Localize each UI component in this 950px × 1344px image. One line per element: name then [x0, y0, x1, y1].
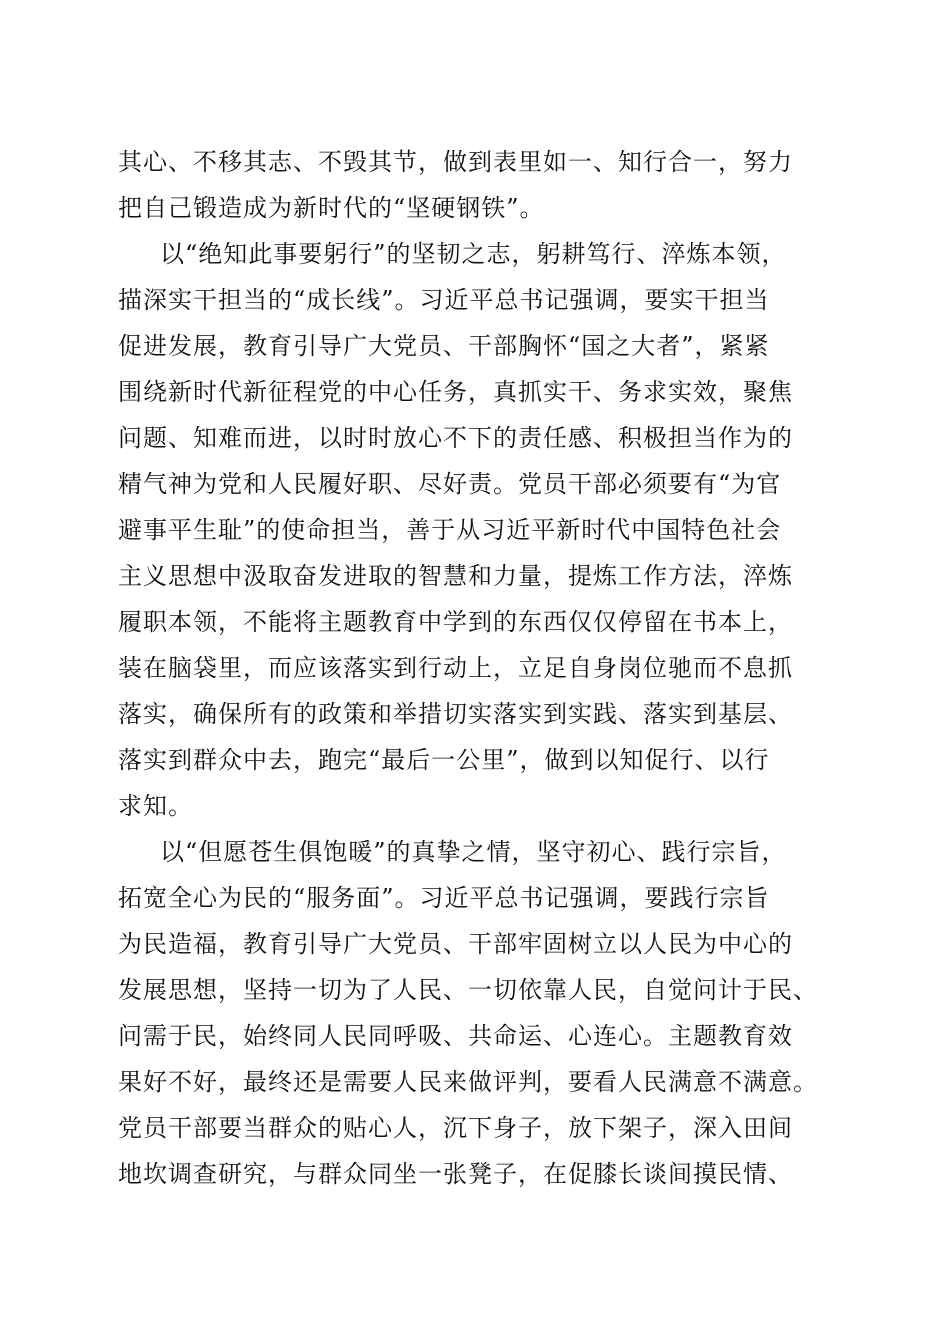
text-line: 落实到群众中去，跑完“最后一公里”，做到以知促行、以行 — [118, 746, 770, 774]
text-line: 问需于民，始终同人民同呼吸、共命运、心连心。主题教育效 — [118, 1022, 793, 1050]
text-line: 拓宽全心为民的“服务面”。习近平总书记强调，要践行宗旨 — [118, 884, 770, 912]
text-line: 主义思想中汲取奋发进取的智慧和力量，提炼工作方法，淬炼 — [118, 562, 793, 590]
text-line: 促进发展，教育引导广大党员、干部胸怀“国之大者”，紧紧 — [118, 332, 770, 360]
text-line: 为民造福，教育引导广大党员、干部牢固树立以人民为中心的 — [118, 930, 793, 958]
paragraph-start-line: 以“但愿苍生俱饱暖”的真挚之情，坚守初心、践行宗旨， — [160, 838, 787, 866]
text-line: 发展思想，坚持一切为了人民、一切依靠人民，自觉问计于民、 — [118, 976, 818, 1004]
paragraph-start-line: 以“绝知此事要躬行”的坚韧之志，躬耕笃行、淬炼本领， — [160, 240, 787, 268]
text-line: 装在脑袋里，而应该落实到行动上，立足自身岗位驰而不息抓 — [118, 654, 793, 682]
text-line: 围绕新时代新征程党的中心任务，真抓实干、务求实效，聚焦 — [118, 378, 793, 406]
text-line: 问题、知难而进，以时时放心不下的责任感、积极担当作为的 — [118, 424, 793, 452]
text-line: 地坎调查研究，与群众同坐一张凳子，在促膝长谈间摸民情、 — [118, 1160, 793, 1188]
text-line: 果好不好，最终还是需要人民来做评判，要看人民满意不满意。 — [118, 1068, 818, 1096]
text-line: 履职本领，不能将主题教育中学到的东西仅仅停留在书本上， — [118, 608, 793, 636]
text-line: 党员干部要当群众的贴心人，沉下身子，放下架子，深入田间 — [118, 1114, 793, 1142]
text-line: 求知。 — [118, 792, 193, 820]
text-line: 其心、不移其志、不毁其节，做到表里如一、知行合一，努力 — [118, 148, 793, 176]
text-line: 避事平生耻”的使命担当，善于从习近平新时代中国特色社会 — [118, 516, 782, 544]
text-line: 落实，确保所有的政策和举措切实落实到实践、落实到基层、 — [118, 700, 793, 728]
text-line: 精气神为党和人民履好职、尽好责。党员干部必须要有“为官 — [118, 470, 782, 498]
text-line: 描深实干担当的“成长线”。习近平总书记强调，要实干担当 — [118, 286, 770, 314]
text-line: 把自己锻造成为新时代的“坚硬钢铁”。 — [118, 194, 545, 222]
